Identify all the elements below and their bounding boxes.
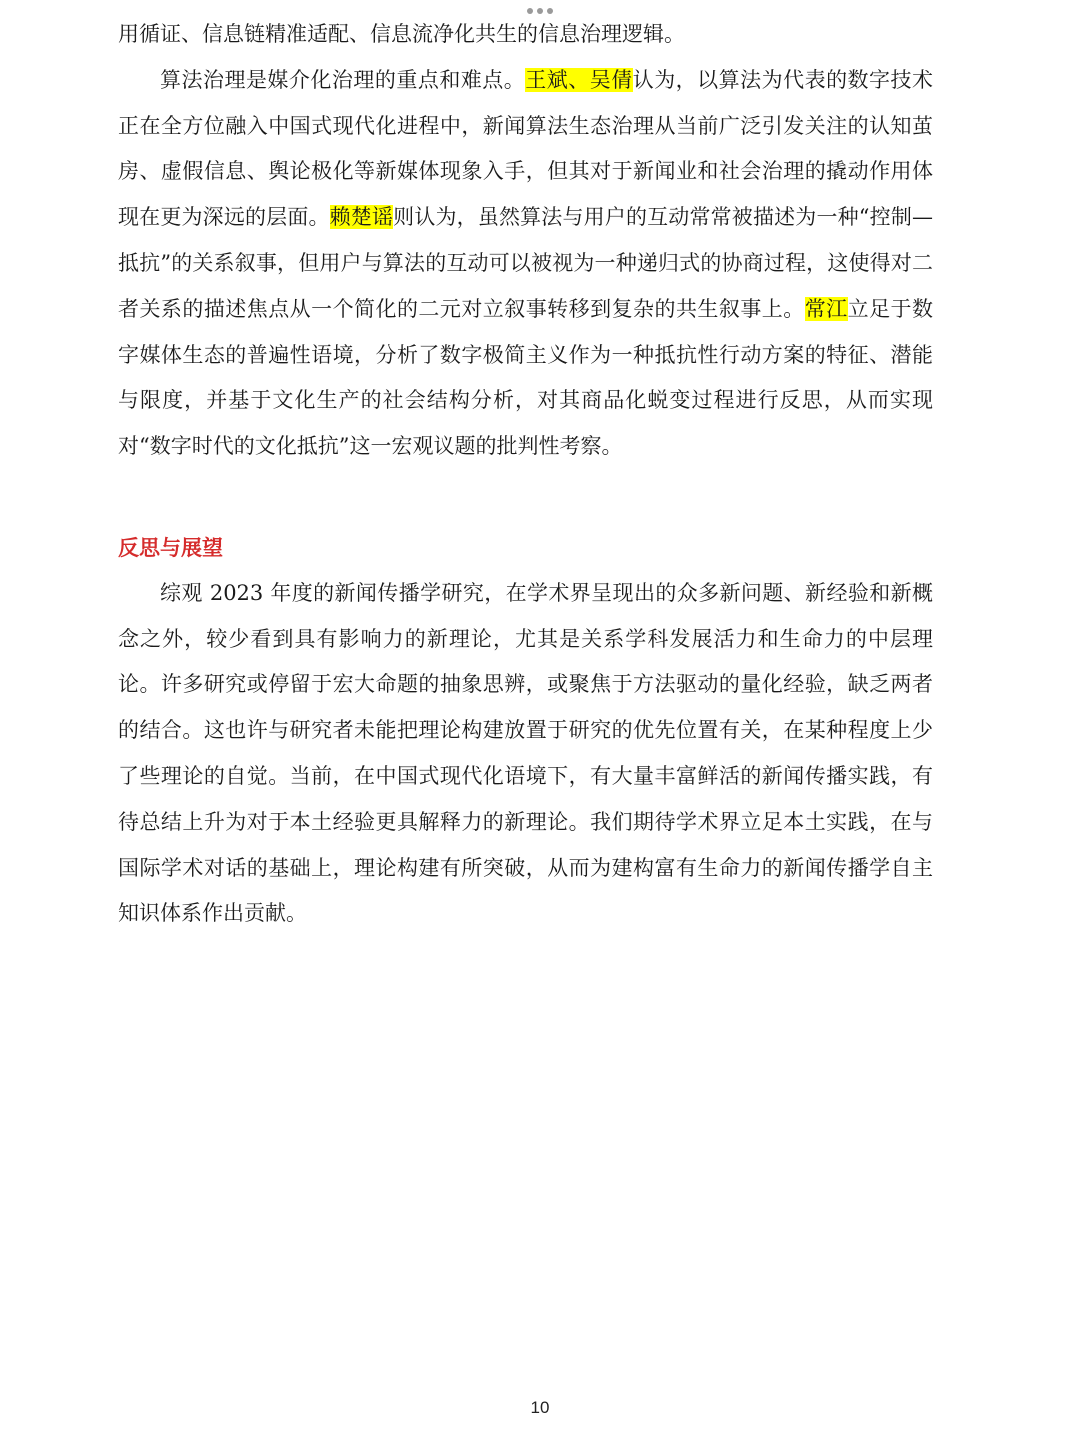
document-page	[118, 12, 933, 937]
paragraph-text: 则认为，虽然算法与用户的互动常常被描述为一种“控制—抵抗”的关系叙事，但用户与算法的互动可以被视为一种递归式的协商过程，这使得对二者关系的描述焦点从一个简化的二元对立叙事转移到复杂的共生叙事上。	[118, 205, 934, 321]
paragraph-text: 认为，以算法为代表的数字技术正在全方位融入中国式现代化进程中，新闻算法生态治理从当前广泛引发关注的认知茧房、虚假信息、舆论极化等新媒体现象入手，但其对于新闻业和社会治理的撬动作用体现在更为深远的层面。	[118, 67, 934, 230]
highlighted-author-changjiang: 常江	[804, 296, 848, 321]
paragraph-text: 算法治理是媒介化治理的重点和难点。	[160, 67, 526, 92]
paragraph-reflection: 综观 2023 年度的新闻传播学研究，在学术界呈现出的众多新问题、新经验和新概念之外，较少看到具有影响力的新理论，尤其是关系学科发展活力和生命力的中层理论。许多研究或停留于宏大命题的抽象思辨，或聚焦于方法驱动的量化经验，缺乏两者的结合。这也许与研究者未能把理论构建放置于研究的优先位置有关，在某种程度上少了些理论的自觉。当前，在中国式现代化语境下，有大量丰富鲜活的新闻传播实践，有待总结上升为对于本土经验更具解释力的新理论。我们期待学术界立足本土实践，在与国际学术对话的基础上，理论构建有所突破，从而为建构富有生命力的新闻传播学自主知识体系作出贡献。	[118, 580, 933, 926]
paragraph-algorithm-governance	[118, 58, 933, 470]
highlighted-author-wangbin-wuqian: 王斌、吴倩	[525, 67, 633, 92]
page-number: 10	[530, 1398, 550, 1417]
paragraph-continued: 用循证、信息链精准适配、信息流净化共生的信息治理逻辑。	[118, 22, 685, 46]
section-heading: 反思与展望	[118, 534, 223, 560]
paragraph-text: 立足于数字媒体生态的普遍性语境，分析了数字极简主义作为一种抵抗性行动方案的特征、潜能与限度，并基于文化生产的社会结构分析，对其商品化蜕变过程进行反思，从而实现对“数字时代的文化抵抗”这一宏观议题的批判性考察。	[118, 296, 934, 459]
highlighted-author-laichuyao: 赖楚谣	[329, 205, 394, 230]
